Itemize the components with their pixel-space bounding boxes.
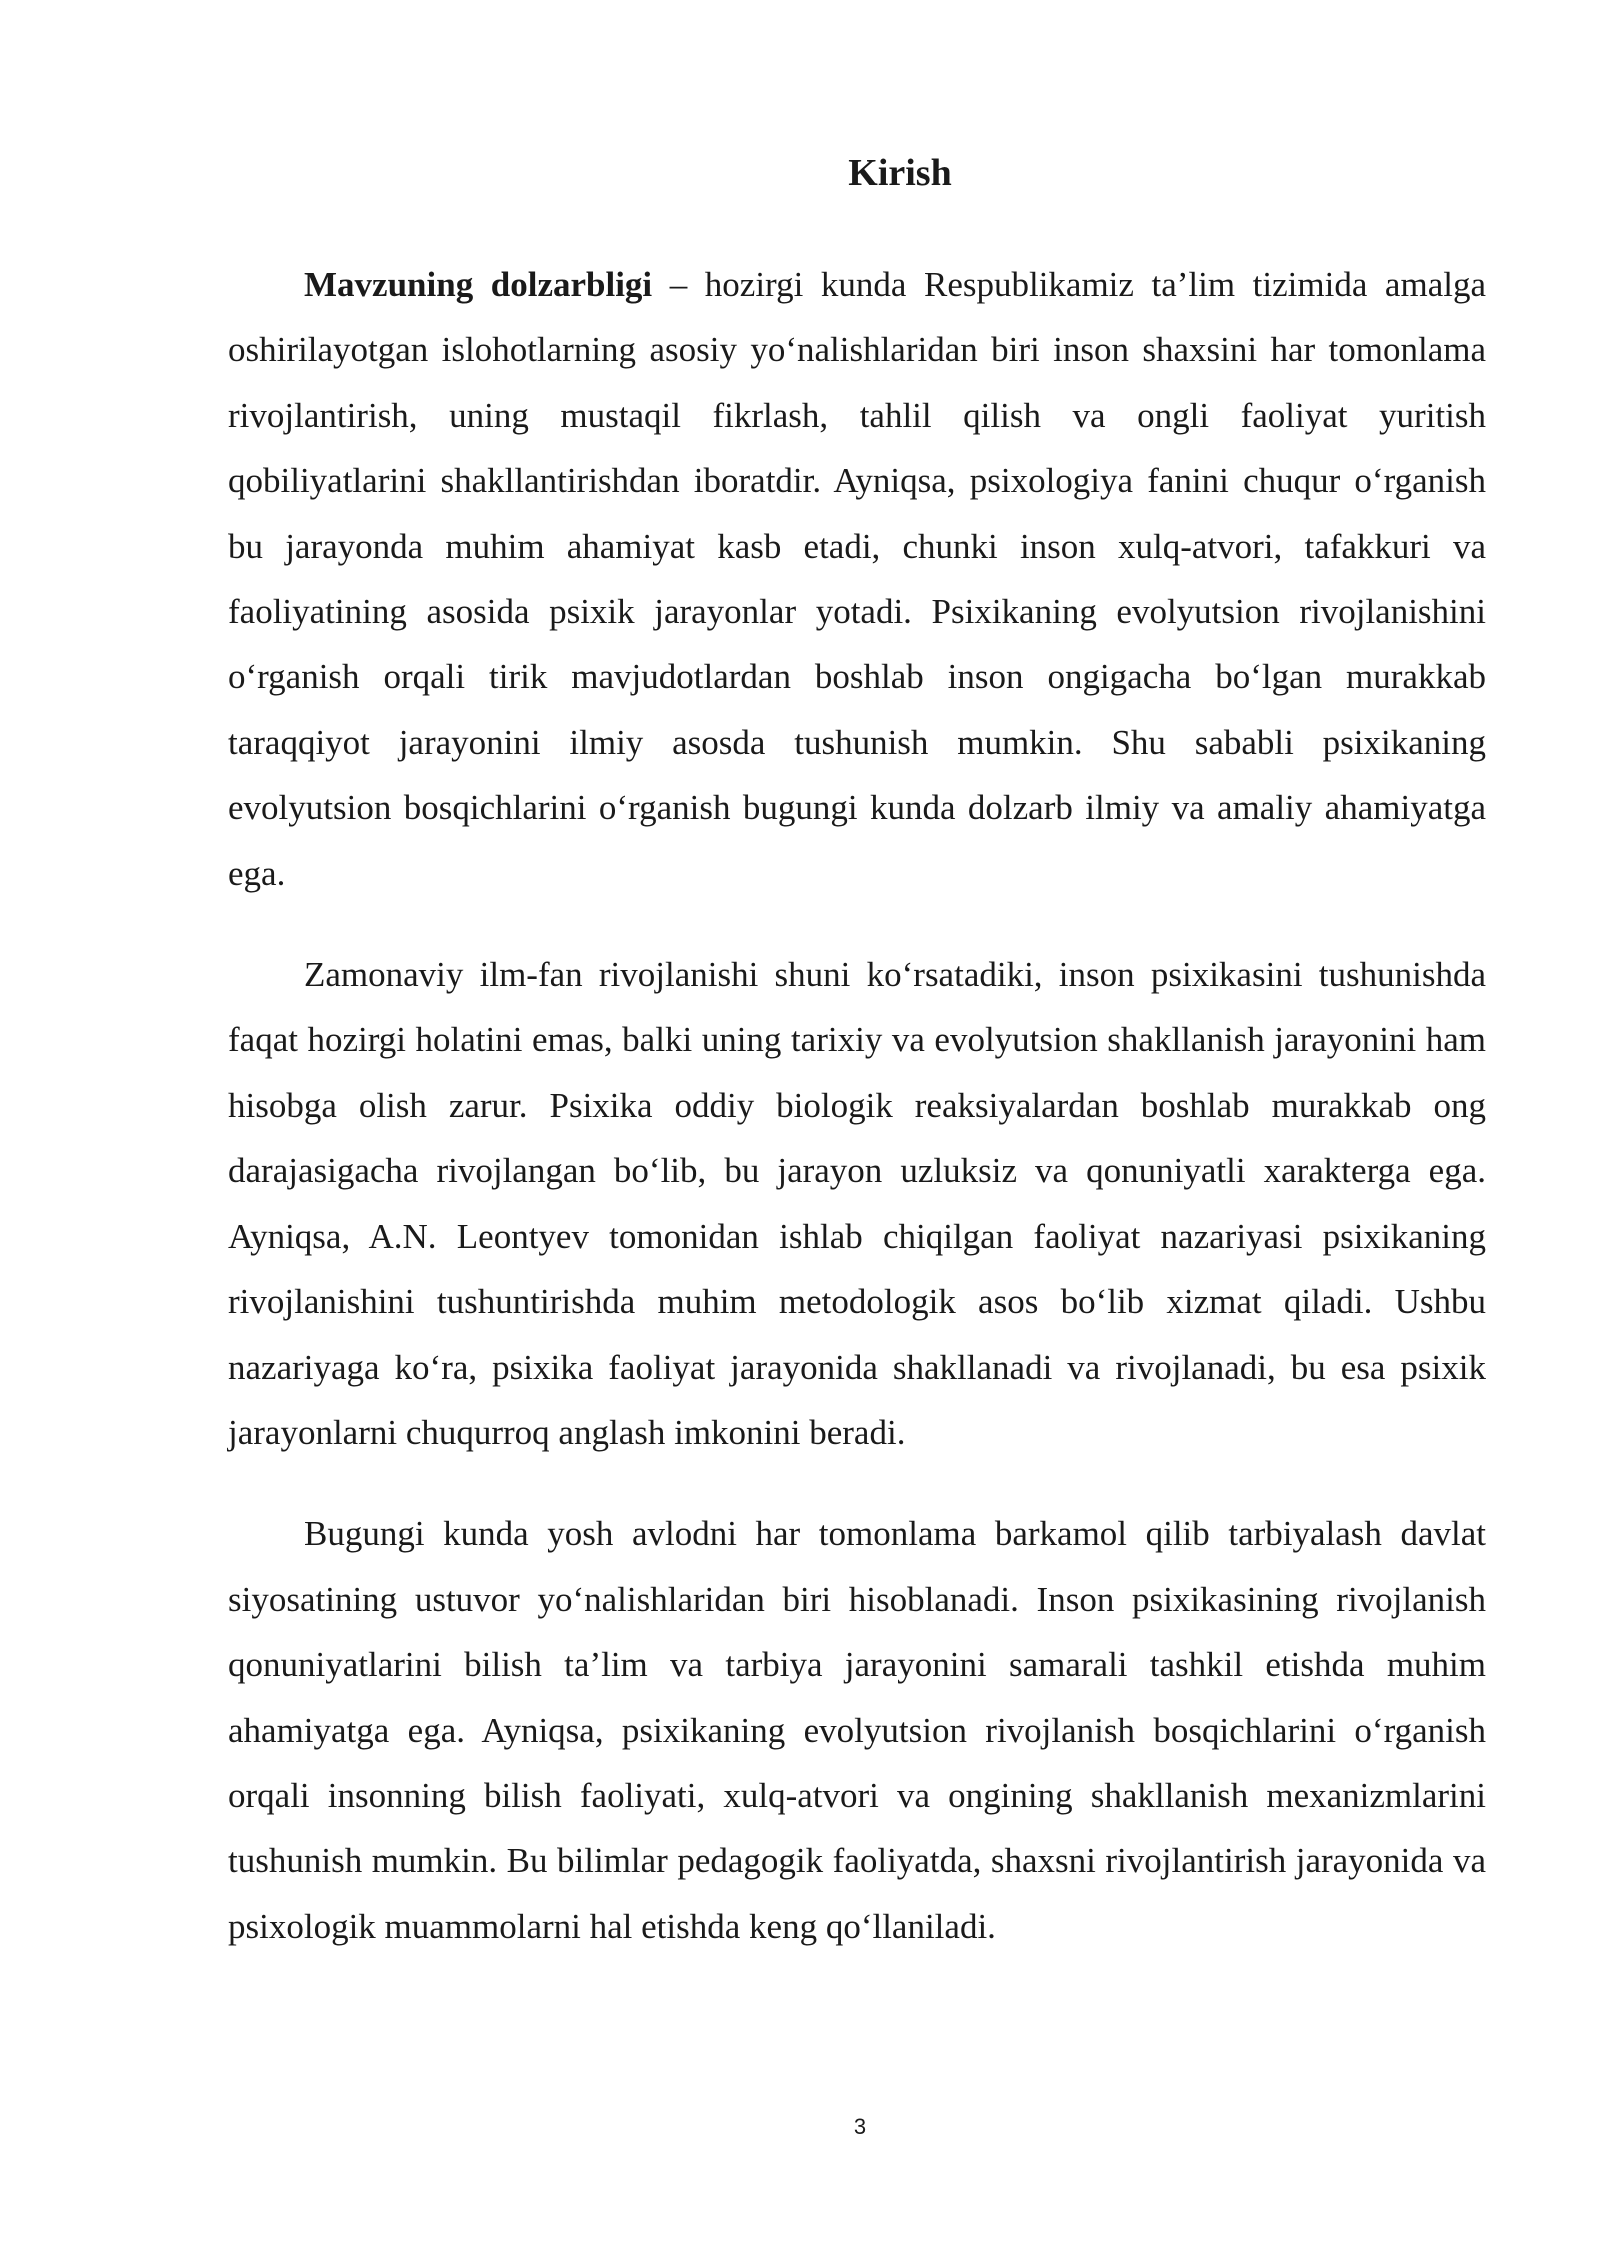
- paragraph-science: [228, 942, 1486, 1465]
- paragraph-lead: Mavzuning dolzarbligi: [304, 265, 653, 304]
- paragraph-text: Bugungi kunda yosh avlodni har tomonlama barkamol qilib tarbiyalash davlat siyosatining ustuvor yo‘nalishlaridan biri hisoblanadi. Inson psixikasining rivojlanish qonuniyatlarini bilish ta’lim va tarbiya jarayonini samarali tashkil etishda muhim ahamiyatga ega. Ayniqsa, psixikaning evolyutsion rivojlanish bosqichlarini o‘rganish orqali insonning bilish faoliyati, xulq-atvori va ongining shakllanish mexanizmlarini tushunish mumkin. Bu bilimlar pedagogik faoliyatda, shaxsni rivojlantirish jarayonida va psixologik muammolarni hal etishda keng qo‘llaniladi.: [228, 1514, 1486, 1946]
- paragraph-text: Zamonaviy ilm-fan rivojlanishi shuni ko‘rsatadiki, inson psixikasini tushunishda faqat hozirgi holatini emas, balki uning tarixiy va evolyutsion shakllanish jarayonini ham hisobga olish zarur. Psixika oddiy biologik reaksiyalardan boshlab murakkab ong darajasigacha rivojlangan bo‘lib, bu jarayon uzluksiz va qonuniyatli xarakterga ega. Ayniqsa, A.N. Leontyev tomonidan ishlab chiqilgan faoliyat nazariyasi psixikaning rivojlanishini tushuntirishda muhim metodologik asos bo‘lib xizmat qiladi. Ushbu nazariyaga ko‘ra, psixika faoliyat jarayonida shakllanadi va rivojlanadi, bu esa psixik jarayonlarni chuqurroq anglash imkonini beradi.: [228, 955, 1486, 1452]
- paragraph-relevance: [228, 252, 1486, 906]
- page-number: 3: [853, 2114, 867, 2139]
- body-text: [228, 252, 1486, 1995]
- paragraph-education: [228, 1501, 1486, 1959]
- section-title: Kirish: [848, 152, 952, 194]
- paragraph-text: – hozirgi kunda Respublikamiz ta’lim tizimida amalga oshirilayotgan islohotlarning asosiy yo‘nalishlaridan biri inson shaxsini har tomonlama rivojlantirish, uning mustaqil fikrlash, tahlil qilish va ongli faoliyat yuritish qobiliyatlarini shakllantirishdan iboratdir. Ayniqsa, psixologiya fanini chuqur o‘rganish bu jarayonda muhim ahamiyat kasb etadi, chunki inson xulq-atvori, tafakkuri va faoliyatining asosida psixik jarayonlar yotadi. Psixikaning evolyutsion rivojlanishini o‘rganish orqali tirik mavjudotlardan boshlab inson ongigacha bo‘lgan murakkab taraqqiyot jarayonini ilmiy asosda tushunish mumkin. Shu sababli psixikaning evolyutsion bosqichlarini o‘rganish bugungi kunda dolzarb ilmiy va amaliy ahamiyatga ega.: [228, 265, 1486, 893]
